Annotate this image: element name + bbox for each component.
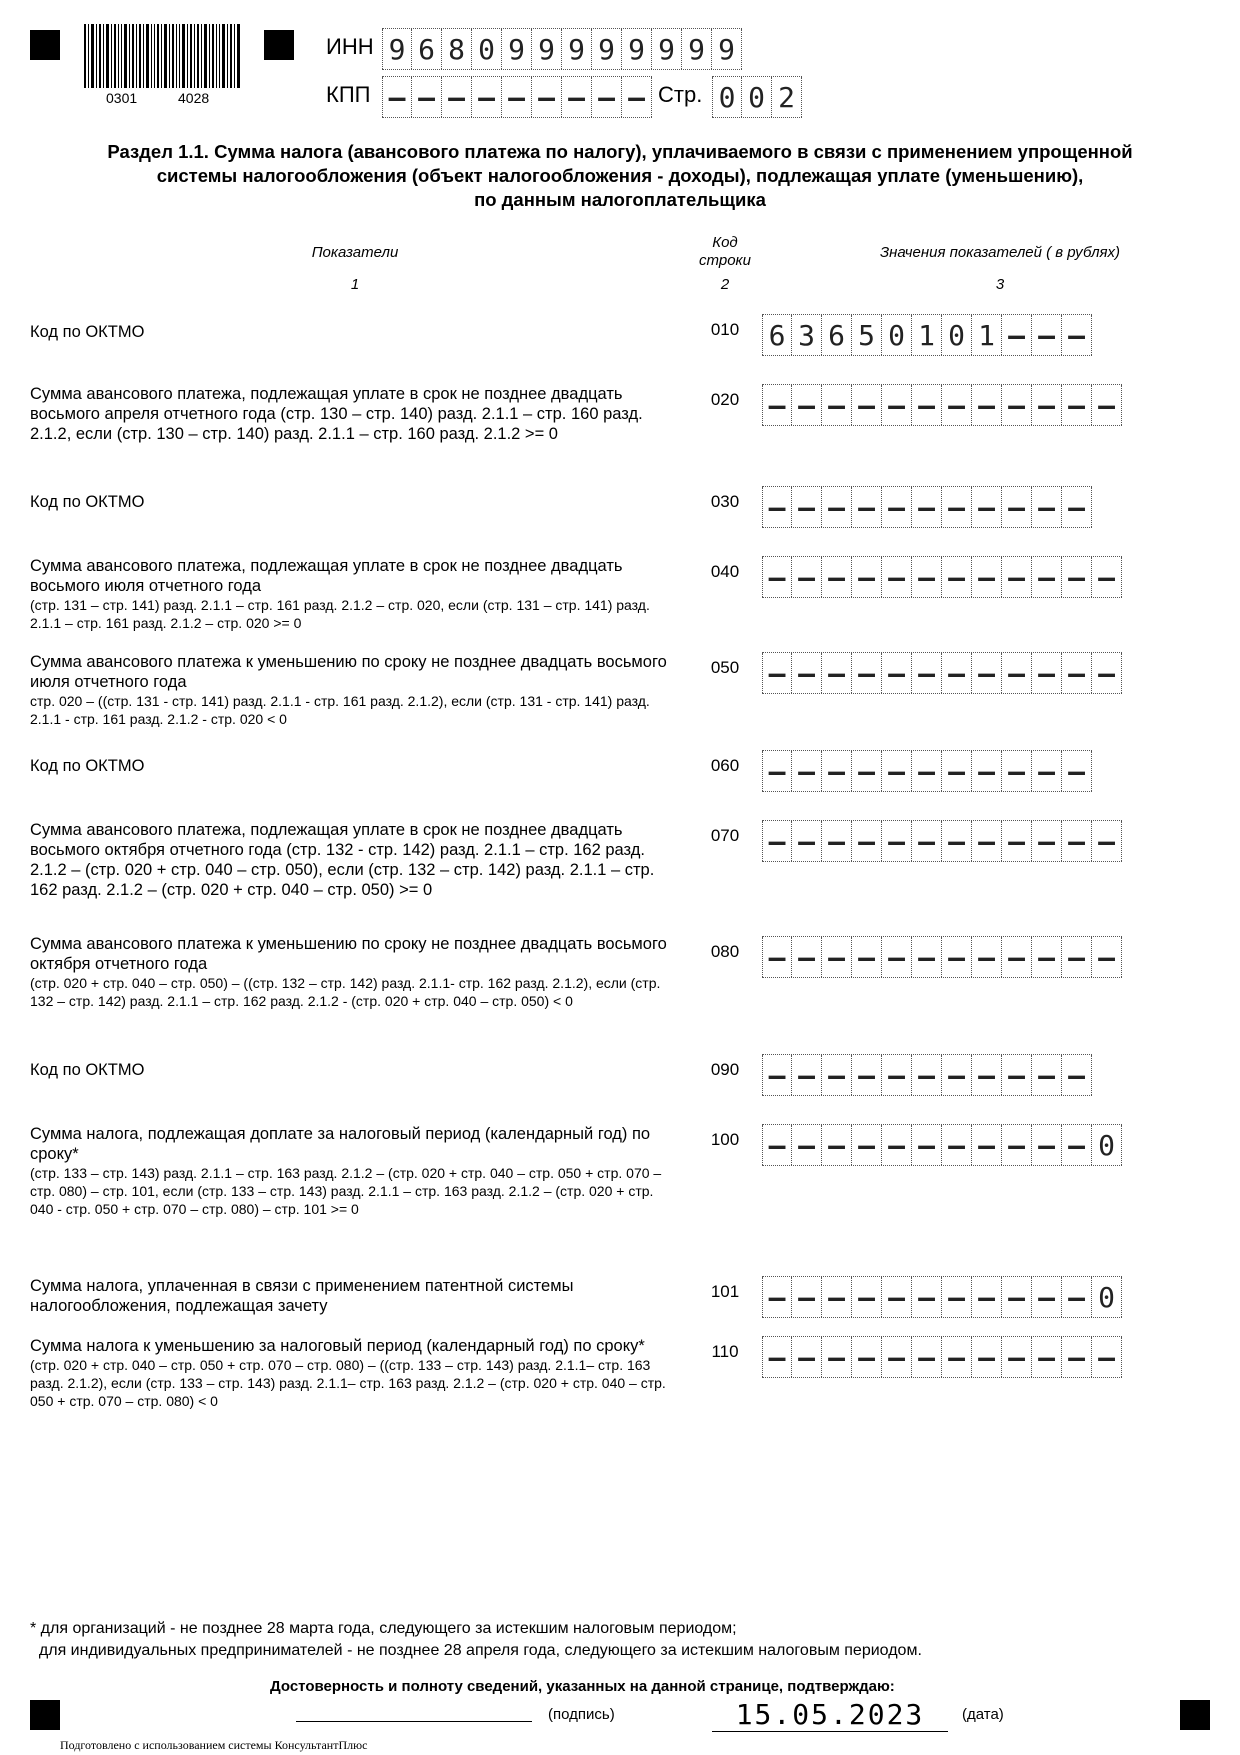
char-cell: –: [792, 557, 822, 597]
row-main-text: Сумма авансового платежа к уменьшению по сроку не позднее двадцать восьмого июля отчетного года: [30, 653, 667, 691]
char-cell: –: [762, 557, 792, 597]
char-cell: –: [942, 937, 972, 977]
char-cell: –: [912, 751, 942, 791]
row-main-text: Код по ОКТМО: [30, 323, 145, 341]
char-cell: –: [972, 751, 1002, 791]
amount-field-070[interactable]: [762, 820, 1122, 862]
char-cell: 9: [712, 29, 742, 69]
row-main-text: Сумма налога, уплаченная в связи с применением патентной системы налогообложения, подлежащая зачету: [30, 1277, 574, 1315]
row-main-text: Сумма авансового платежа, подлежащая уплате в срок не позднее двадцать восьмого апреля отчетного года (стр. 130 – стр. 140) разд. 2.1.1 – стр. 160 разд. 2.1.2, если (стр. 130 – стр. 140) разд. 2.1.1 – стр. 160 разд. 2.1.2 >= 0: [30, 385, 643, 443]
char-cell: –: [822, 937, 852, 977]
char-cell: –: [1092, 821, 1122, 861]
row-formula-text: (стр. 020 + стр. 040 – стр. 050) – ((стр. 132 – стр. 142) разд. 2.1.1- стр. 162 разд. 2.1.2), если (стр. 132 – стр. 142) разд. 2.1.1 – стр. 162 разд. 2.1.2 - (стр. 020 + стр. 040 – стр. 050) < 0: [30, 975, 661, 1009]
char-cell: –: [762, 1277, 792, 1317]
char-cell: –: [792, 1337, 822, 1377]
char-cell: –: [1002, 385, 1032, 425]
char-cell: 3: [792, 315, 822, 355]
char-cell: –: [792, 385, 822, 425]
row-description-100: [30, 1124, 670, 1218]
char-cell: –: [822, 385, 852, 425]
registration-marker-bottom-left: [30, 1700, 60, 1730]
row-code-090: 090: [710, 1060, 740, 1079]
row-code-080: 080: [710, 942, 740, 961]
char-cell: 9: [622, 29, 652, 69]
row-code-020: 020: [710, 390, 740, 409]
char-cell: –: [592, 77, 622, 117]
row-main-text: Сумма авансового платежа, подлежащая уплате в срок не позднее двадцать восьмого июля отчетного года: [30, 557, 623, 595]
oktmo-field-090[interactable]: [762, 1054, 1092, 1096]
char-cell: –: [882, 751, 912, 791]
char-cell: –: [822, 1277, 852, 1317]
oktmo-field-060[interactable]: [762, 750, 1092, 792]
char-cell: –: [762, 1055, 792, 1095]
char-cell: –: [532, 77, 562, 117]
column-number-2: 2: [720, 276, 730, 293]
char-cell: –: [822, 487, 852, 527]
char-cell: –: [942, 1125, 972, 1165]
char-cell: –: [1032, 821, 1062, 861]
char-cell: –: [562, 77, 592, 117]
row-code-070: 070: [710, 826, 740, 845]
char-cell: –: [762, 385, 792, 425]
char-cell: 0: [1092, 1277, 1122, 1317]
char-cell: –: [882, 1125, 912, 1165]
char-cell: –: [1002, 487, 1032, 527]
char-cell: –: [942, 653, 972, 693]
char-cell: –: [1002, 1277, 1032, 1317]
char-cell: –: [912, 385, 942, 425]
kpp-label: КПП: [326, 82, 371, 107]
column-header-code: [690, 234, 760, 270]
char-cell: –: [972, 937, 1002, 977]
row-description-050: [30, 652, 670, 728]
inn-field[interactable]: [382, 28, 742, 70]
char-cell: –: [1062, 1337, 1092, 1377]
row-main-text: Код по ОКТМО: [30, 493, 145, 511]
amount-field-040[interactable]: [762, 556, 1122, 598]
char-cell: –: [1032, 653, 1062, 693]
row-description-090: [30, 1060, 670, 1080]
char-cell: –: [1062, 821, 1092, 861]
footnote-line-organizations: * для организаций - не позднее 28 марта года, следующего за истекшим налоговым периодом;: [30, 1620, 737, 1637]
char-cell: –: [1062, 751, 1092, 791]
char-cell: –: [972, 821, 1002, 861]
char-cell: –: [762, 751, 792, 791]
char-cell: –: [972, 385, 1002, 425]
char-cell: –: [1062, 315, 1092, 355]
char-cell: –: [762, 937, 792, 977]
char-cell: 9: [652, 29, 682, 69]
char-cell: 0: [712, 77, 742, 117]
page-label: Стр.: [658, 82, 703, 107]
char-cell: 0: [1092, 1125, 1122, 1165]
char-cell: –: [822, 1055, 852, 1095]
prepared-with-note: Подготовлено с использованием системы КонсультантПлюс: [60, 1738, 368, 1752]
row-description-070: [30, 820, 670, 900]
footnote-line-entrepreneurs: для индивидуальных предпринимателей - не позднее 28 апреля года, следующего за истекшим налоговым периодом.: [30, 1642, 922, 1659]
char-cell: –: [442, 77, 472, 117]
char-cell: 6: [762, 315, 792, 355]
char-cell: –: [822, 557, 852, 597]
char-cell: –: [1002, 821, 1032, 861]
char-cell: –: [942, 1055, 972, 1095]
char-cell: –: [1062, 1125, 1092, 1165]
char-cell: –: [852, 487, 882, 527]
char-cell: –: [852, 1125, 882, 1165]
kpp-field[interactable]: [382, 76, 652, 118]
char-cell: –: [1032, 1055, 1062, 1095]
footnote: [30, 1618, 922, 1662]
char-cell: –: [882, 1055, 912, 1095]
char-cell: 1: [972, 315, 1002, 355]
char-cell: –: [1062, 557, 1092, 597]
char-cell: –: [822, 653, 852, 693]
char-cell: 0: [472, 29, 502, 69]
row-code-060: 060: [710, 756, 740, 775]
char-cell: –: [1002, 1337, 1032, 1377]
char-cell: –: [1032, 385, 1062, 425]
char-cell: –: [1002, 557, 1032, 597]
char-cell: –: [882, 821, 912, 861]
char-cell: –: [912, 1277, 942, 1317]
char-cell: –: [472, 77, 502, 117]
char-cell: –: [1062, 487, 1092, 527]
char-cell: –: [942, 1277, 972, 1317]
row-description-030: [30, 492, 670, 512]
char-cell: –: [942, 487, 972, 527]
char-cell: –: [822, 751, 852, 791]
char-cell: –: [1032, 487, 1062, 527]
amount-field-110[interactable]: [762, 1336, 1122, 1378]
char-cell: –: [1062, 385, 1092, 425]
char-cell: –: [1002, 653, 1032, 693]
row-code-100: 100: [710, 1130, 740, 1149]
char-cell: –: [622, 77, 652, 117]
char-cell: –: [912, 557, 942, 597]
char-cell: –: [792, 653, 822, 693]
char-cell: –: [1062, 1055, 1092, 1095]
row-description-110: [30, 1336, 670, 1410]
row-code-101: 101: [710, 1282, 740, 1301]
char-cell: –: [762, 821, 792, 861]
page-number-field[interactable]: [712, 76, 802, 118]
char-cell: 2: [772, 77, 802, 117]
char-cell: –: [882, 385, 912, 425]
char-cell: –: [762, 1125, 792, 1165]
char-cell: –: [882, 653, 912, 693]
date-field[interactable]: 15.05.2023: [712, 1698, 948, 1732]
row-description-010: [30, 322, 670, 342]
char-cell: –: [762, 653, 792, 693]
char-cell: –: [912, 937, 942, 977]
row-main-text: Сумма авансового платежа к уменьшению по сроку не позднее двадцать восьмого октября отчетного года: [30, 935, 667, 973]
row-code-030: 030: [710, 492, 740, 511]
char-cell: –: [382, 77, 412, 117]
row-description-080: [30, 934, 670, 1010]
char-cell: –: [1002, 937, 1032, 977]
char-cell: 9: [562, 29, 592, 69]
char-cell: –: [1002, 315, 1032, 355]
char-cell: –: [882, 487, 912, 527]
row-formula-text: (стр. 131 – стр. 141) разд. 2.1.1 – стр. 161 разд. 2.1.2 – стр. 020, если (стр. 131 – стр. 141) разд. 2.1.1 – стр. 161 разд. 2.1.2 – стр. 020 >= 0: [30, 597, 650, 631]
char-cell: –: [852, 1055, 882, 1095]
char-cell: –: [1032, 557, 1062, 597]
inn-label: ИНН: [326, 34, 374, 59]
row-main-text: Сумма налога, подлежащая доплате за налоговый период (календарный год) по сроку*: [30, 1125, 651, 1163]
row-code-110: 110: [711, 1342, 739, 1361]
row-code-050: 050: [710, 658, 740, 677]
char-cell: –: [852, 937, 882, 977]
row-description-060: [30, 756, 670, 776]
char-cell: –: [1032, 1277, 1062, 1317]
char-cell: –: [792, 1055, 822, 1095]
char-cell: –: [1062, 653, 1092, 693]
char-cell: –: [912, 653, 942, 693]
char-cell: –: [942, 1337, 972, 1377]
char-cell: –: [912, 1055, 942, 1095]
char-cell: –: [912, 821, 942, 861]
column-header-values: Значения показателей ( в рублях): [879, 244, 1121, 261]
char-cell: –: [852, 385, 882, 425]
char-cell: 0: [882, 315, 912, 355]
char-cell: –: [852, 557, 882, 597]
registration-marker-top-left: [30, 30, 60, 60]
row-code-010: 010: [710, 320, 740, 339]
char-cell: –: [972, 487, 1002, 527]
char-cell: –: [882, 1277, 912, 1317]
char-cell: –: [1032, 315, 1062, 355]
column-header-indicators: Показатели: [311, 244, 399, 261]
char-cell: –: [762, 487, 792, 527]
char-cell: 5: [852, 315, 882, 355]
char-cell: –: [1092, 653, 1122, 693]
char-cell: 6: [412, 29, 442, 69]
date-label: (дата): [962, 1706, 1004, 1723]
char-cell: –: [942, 557, 972, 597]
char-cell: –: [1092, 557, 1122, 597]
char-cell: –: [912, 487, 942, 527]
row-description-020: [30, 384, 670, 444]
barcode-image: [84, 24, 240, 88]
row-main-text: Сумма налога к уменьшению за налоговый период (календарный год) по сроку*: [30, 1337, 645, 1355]
char-cell: 6: [822, 315, 852, 355]
row-main-text: Сумма авансового платежа, подлежащая уплате в срок не позднее двадцать восьмого октября отчетного года (стр. 132 - стр. 142) разд. 2.1.1 – стр. 162 разд. 2.1.2 – (стр. 020 + стр. 040 – стр. 050), если (стр. 132 – стр. 142) разд. 2.1.1 – стр. 162 разд. 2.1.2 – (стр. 020 + стр. 040 – стр. 050) >= 0: [30, 821, 655, 899]
char-cell: 9: [592, 29, 622, 69]
char-cell: –: [502, 77, 532, 117]
row-description-040: [30, 556, 670, 632]
char-cell: –: [1002, 1125, 1032, 1165]
char-cell: –: [882, 557, 912, 597]
amount-field-020[interactable]: [762, 384, 1122, 426]
char-cell: –: [1002, 751, 1032, 791]
char-cell: –: [1092, 1337, 1122, 1377]
char-cell: –: [912, 1125, 942, 1165]
char-cell: 0: [942, 315, 972, 355]
column-header-code-line2: строки: [699, 252, 751, 269]
char-cell: –: [1002, 1055, 1032, 1095]
row-formula-text: стр. 020 – ((стр. 131 - стр. 141) разд. 2.1.1 - стр. 161 разд. 2.1.2), если (стр. 131 - стр. 141) разд. 2.1.1 - стр. 161 разд. 2.1.2 - стр. 020 < 0: [30, 693, 650, 727]
char-cell: –: [1032, 751, 1062, 791]
char-cell: –: [792, 487, 822, 527]
char-cell: –: [792, 751, 822, 791]
char-cell: –: [792, 937, 822, 977]
char-cell: 9: [682, 29, 712, 69]
char-cell: 8: [442, 29, 472, 69]
char-cell: –: [1092, 385, 1122, 425]
char-cell: –: [852, 751, 882, 791]
char-cell: –: [972, 1277, 1002, 1317]
amount-field-080[interactable]: [762, 936, 1122, 978]
char-cell: –: [822, 821, 852, 861]
barcode-number-left: 0301: [106, 90, 138, 106]
section-title-line: по данным налогоплательщика: [474, 189, 766, 210]
char-cell: –: [852, 1337, 882, 1377]
row-code-040: 040: [710, 562, 740, 581]
column-header-code-line1: Код: [712, 234, 738, 251]
column-number-3: 3: [995, 276, 1005, 293]
char-cell: –: [912, 1337, 942, 1377]
char-cell: –: [972, 1055, 1002, 1095]
row-formula-text: (стр. 133 – стр. 143) разд. 2.1.1 – стр. 163 разд. 2.1.2 – (стр. 020 + стр. 040 – стр. 050 + стр. 070 – стр. 080) – стр. 101, если (стр. 133 – стр. 143) разд. 2.1.1 – стр. 163 разд. 2.1.2 – (стр. 020 + стр. 040 - стр. 050 + стр. 070 – стр. 080) – стр. 101 >= 0: [30, 1165, 662, 1217]
registration-marker-top-center: [264, 30, 294, 60]
section-title-line: системы налогообложения (объект налогообложения - доходы), подлежащая уплате (уменьшению),: [156, 165, 1084, 186]
amount-field-100[interactable]: [762, 1124, 1122, 1166]
section-title-line: Раздел 1.1. Сумма налога (авансового платежа по налогу), уплачиваемого в связи с применением упрощенной: [107, 141, 1133, 162]
char-cell: 9: [532, 29, 562, 69]
char-cell: –: [882, 937, 912, 977]
char-cell: –: [972, 1125, 1002, 1165]
char-cell: –: [1032, 1337, 1062, 1377]
row-formula-text: (стр. 020 + стр. 040 – стр. 050 + стр. 070 – стр. 080) – ((стр. 133 – стр. 143) разд. 2.1.1– стр. 163 разд. 2.1.2), если (стр. 133 – стр. 143) разд. 2.1.1– стр. 163 разд. 2.1.2 – (стр. 020 + стр. 040 – стр. 050 + стр. 070 – стр. 080) < 0: [30, 1357, 666, 1409]
char-cell: 1: [912, 315, 942, 355]
char-cell: –: [762, 1337, 792, 1377]
char-cell: –: [852, 1277, 882, 1317]
char-cell: 9: [502, 29, 532, 69]
char-cell: –: [942, 751, 972, 791]
char-cell: –: [1062, 1277, 1092, 1317]
row-main-text: Код по ОКТМО: [30, 757, 145, 775]
char-cell: –: [1092, 937, 1122, 977]
char-cell: –: [822, 1125, 852, 1165]
char-cell: –: [1032, 937, 1062, 977]
registration-marker-bottom-right: [1180, 1700, 1210, 1730]
amount-field-050[interactable]: [762, 652, 1122, 694]
amount-field-101[interactable]: [762, 1276, 1122, 1318]
char-cell: –: [942, 821, 972, 861]
char-cell: –: [792, 1125, 822, 1165]
section-title: [30, 140, 1210, 212]
char-cell: –: [792, 821, 822, 861]
oktmo-field-030[interactable]: [762, 486, 1092, 528]
signature-line[interactable]: [296, 1721, 532, 1722]
char-cell: –: [822, 1337, 852, 1377]
oktmo-field-010[interactable]: [762, 314, 1092, 356]
char-cell: –: [972, 557, 1002, 597]
char-cell: 9: [382, 29, 412, 69]
char-cell: –: [852, 653, 882, 693]
char-cell: –: [882, 1337, 912, 1377]
char-cell: –: [942, 385, 972, 425]
char-cell: –: [972, 653, 1002, 693]
row-description-101: [30, 1276, 670, 1316]
row-main-text: Код по ОКТМО: [30, 1061, 145, 1079]
char-cell: –: [1032, 1125, 1062, 1165]
char-cell: –: [972, 1337, 1002, 1377]
barcode-number-right: 4028: [178, 90, 210, 106]
char-cell: –: [1062, 937, 1092, 977]
column-number-1: 1: [350, 276, 360, 293]
char-cell: –: [792, 1277, 822, 1317]
char-cell: –: [852, 821, 882, 861]
confirmation-text: Достоверность и полноту сведений, указанных на данной странице, подтверждаю:: [270, 1678, 895, 1695]
signature-label: (подпись): [548, 1706, 615, 1723]
char-cell: –: [412, 77, 442, 117]
char-cell: 0: [742, 77, 772, 117]
